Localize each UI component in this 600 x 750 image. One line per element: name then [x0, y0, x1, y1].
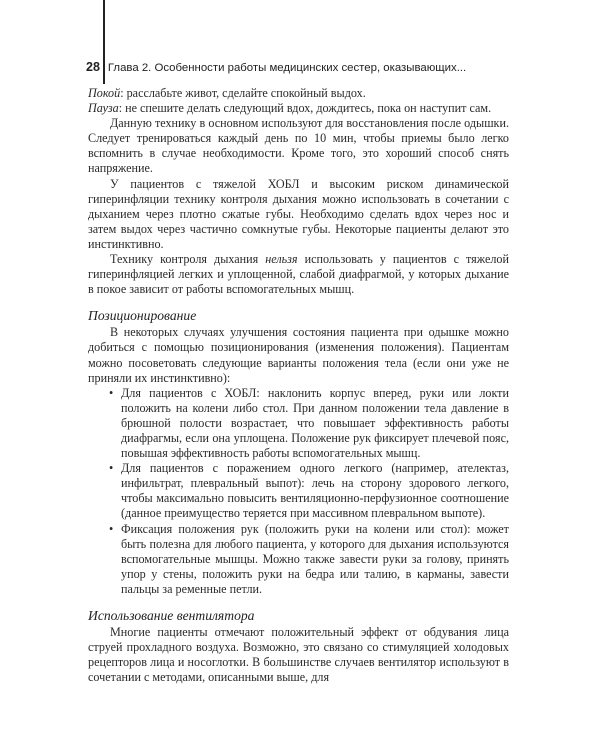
contra-before: Технику контроля дыхания [110, 252, 266, 267]
intro-text-pokoi: : расслабьте живот, сделайте спокойный выдох. [120, 86, 366, 100]
contra-emphasis: нельзя [265, 252, 298, 267]
fan-paragraph: Многие пациенты отмечают положительный эффект от обдувания лица струей прохладного воздуха. Возможно, это связано со стимуляцией холодовых рецепторов лица и носоглотки. В большинстве случаев вентилятор используют в сочетании с методами, описанными выше, для [88, 625, 509, 685]
positioning-intro: В некоторых случаях улучшения состояния пациента при одышке можно добиться с помощью позиционирования (изменения положения). Пациентам можно посоветовать следующие варианты положения тела (если они уже не приняли их инстинктивно): [88, 325, 509, 385]
running-header [86, 60, 526, 74]
list-item: • Для пациентов с ХОБЛ: наклонить корпус вперед, руки или локти положить на колени либо стол. При данном положении тела давление в брюшной полости возрастает, что повышает эффективность работы диафрагмы, если она уплощена. Положение рук фиксирует плечевой пояс, повышая эффективность работы вспомогательных мышц. [121, 386, 509, 461]
list-item: • Для пациентов с поражением одного легкого (например, ателектаз, инфильтрат, плевральный выпот): лечь на сторону здорового легкого, чтобы максимально повысить вентиляционно-перфузионное соотношение (данное преимущество теряется при массивном плевральном выпоте). [121, 461, 509, 521]
term-pauza: Пауза [88, 101, 119, 116]
intro-line-pauza [88, 101, 509, 116]
page-number: 28 [86, 60, 100, 74]
chapter-title: Глава 2. Особенности работы медицинских сестер, оказывающих... [107, 62, 467, 74]
list-item: • Фиксация положения рук (положить руки на колени или стол): может быть полезна для любого пациента, у которого для дыхания используются вспомогательные мышцы. Можно также завести руки за голову, принять упор у стены, положить руки на бедра или талию, в карманы, завести пальцы за ременные петли. [121, 522, 509, 597]
section-heading-positioning: Позиционирование [88, 308, 197, 324]
page-body [88, 86, 509, 685]
intro-text-pauza: : не спешите делать следующий вдох, дождитесь, пока он наступит сам. [118, 101, 492, 116]
paragraph-copd: У пациентов с тяжелой ХОБЛ и высоким риском динамической гиперинфляции технику контроля дыхания можно использовать в сочетании с дыханием через плотно сжатые губы. Необходимо сделать вдох через нос и затем выдох через частично сомкнутые губы. Некоторые пациенты делают это инстинктивно. [88, 176, 509, 251]
term-pokoi: Покой [88, 86, 121, 100]
intro-line-pokoi [88, 86, 509, 101]
paragraph-technique: Данную технику в основном используют для восстановления после одышки. Следует тренироваться каждый день по 10 мин, чтобы приемы было легко вспомнить в случае необходимости. Кроме того, это хороший способ снять напряжение. [88, 116, 509, 176]
positioning-list [88, 386, 509, 597]
paragraph-contraindication [88, 252, 509, 297]
section-heading-fan: Использование вентилятора [88, 608, 255, 623]
contra-after: использовать у пациентов с тяжелой гиперинфляцией легких и уплощенной, слабой диафрагмой, у которых дыхание в покое зависит от работы вспомогательных мышц. [88, 252, 509, 297]
